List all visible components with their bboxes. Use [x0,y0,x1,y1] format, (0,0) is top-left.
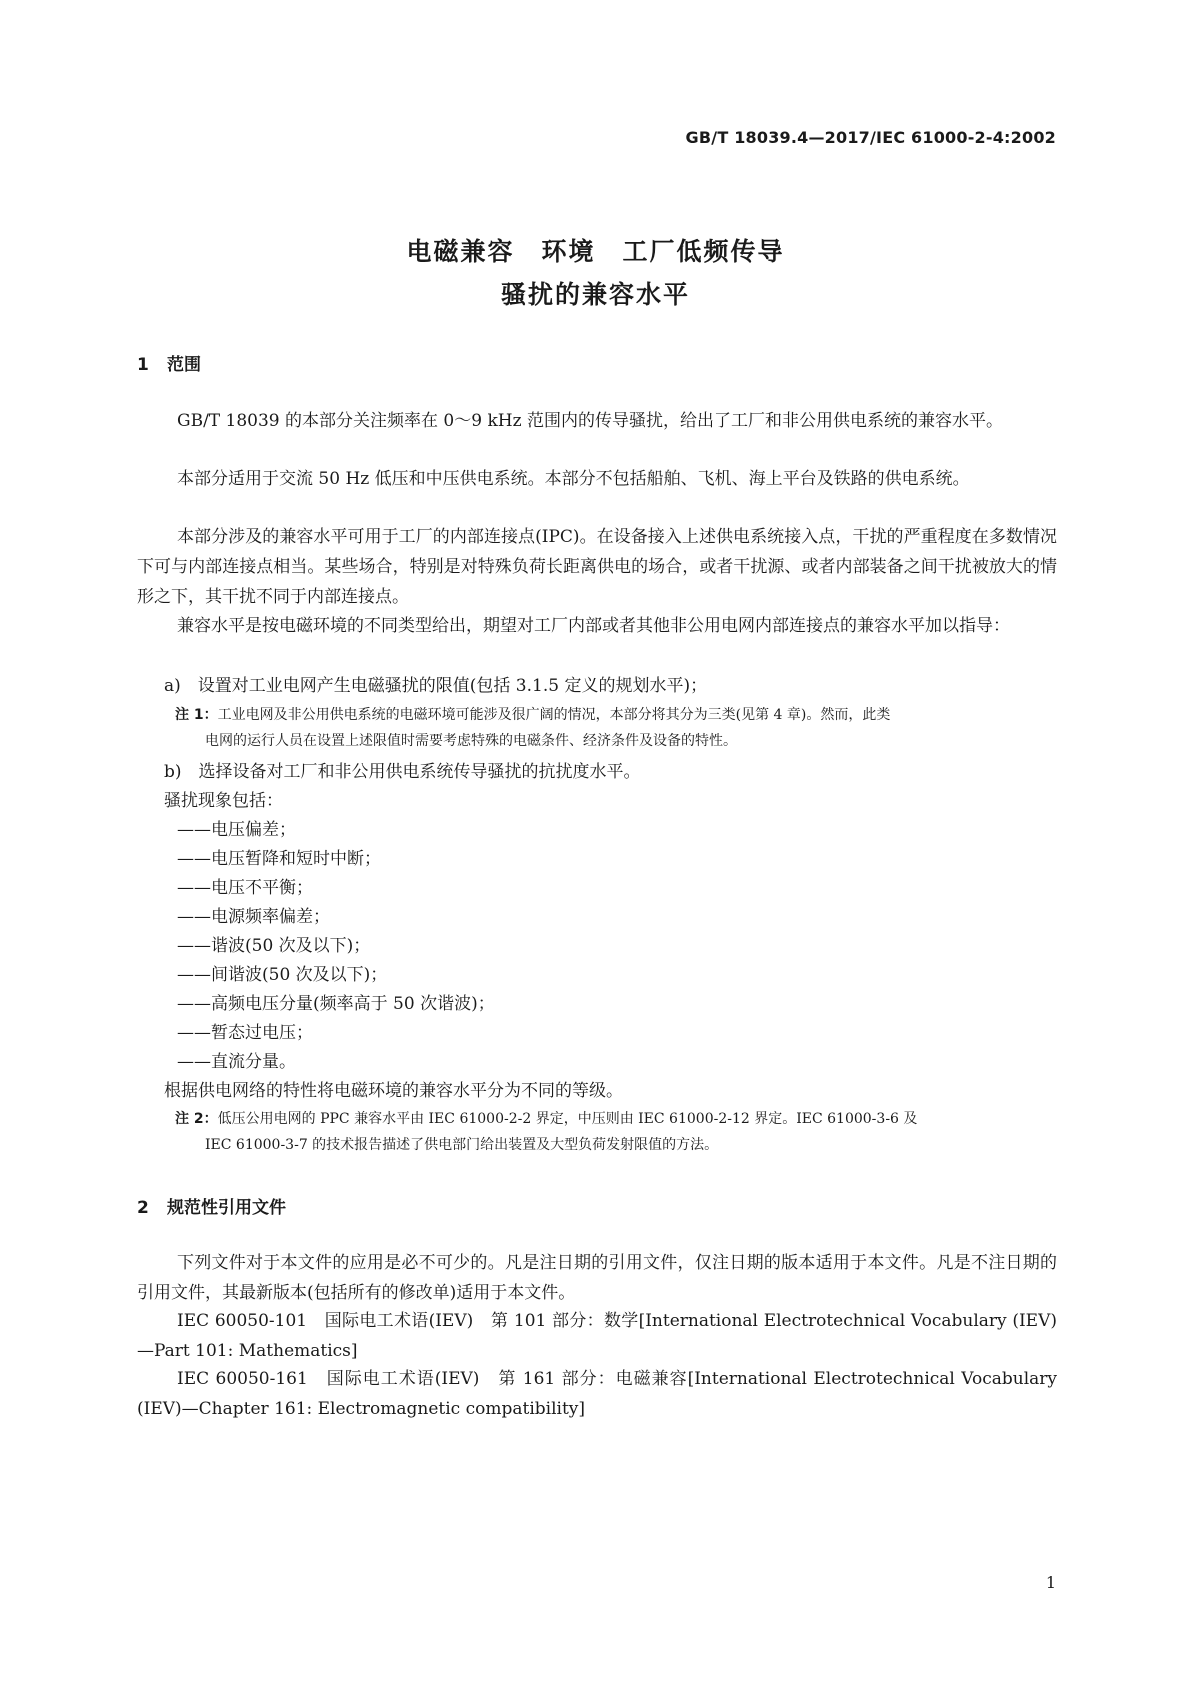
list-item-a: a) 设置对工业电网产生电磁骚扰的限值(包括 3.1.5 定义的规划水平)； [164,676,708,696]
note-1-line-1: 注 1：工业电网及非公用供电系统的电磁环境可能涉及很广阔的情况，本部分将其分为三类(见第 4 章)。然而，此类 [175,707,891,723]
section-number: 2 [137,1198,149,1218]
section-number: 1 [137,355,149,375]
note-1-line-2: 电网的运行人员在设置上述限值时需要考虑特殊的电磁条件、经济条件及设备的特性。 [205,733,737,749]
reference-iec-60050-161: IEC 60050-161 国际电工术语(IEV) 第 161 部分：电磁兼容[International Electrotechnical Vocabulary (IEV)—Chapter 161: Electromagnetic compatibility] [137,1369,1057,1419]
list-item-b: b) 选择设备对工厂和非公用供电系统传导骚扰的抗扰度水平。 [164,762,641,782]
page-number: 1 [1045,1573,1056,1592]
phenomenon-item: ——电压不平衡； [177,878,313,898]
section-title: 范围 [167,355,201,375]
phenomenon-item: ——电压暂降和短时中断； [177,849,381,869]
section-2-heading [137,1193,286,1218]
classification-sentence: 根据供电网络的特性将电磁环境的兼容水平分为不同的等级。 [164,1081,623,1101]
note-2 [175,1106,1057,1158]
scope-paragraph-3: 本部分涉及的兼容水平可用于工厂的内部连接点(IPC)。在设备接入上述供电系统接入点，干扰的严重程度在多数情况下可与内部连接点相当。某些场合，特别是对特殊负荷长距离供电的场合，或者干扰源、或者内部装备之间干扰被放大的情形之下，其干扰不同于内部连接点。 [137,527,1057,607]
phenomena-intro: 骚扰现象包括： [164,791,283,811]
document-title-line1: 电磁兼容 环境 工厂低频传导 [406,237,785,266]
phenomenon-item: ——间谐波(50 次及以下)； [177,965,388,985]
phenomenon-item: ——电压偏差； [177,820,296,840]
note-1 [175,702,1057,754]
references-intro-paragraph: 下列文件对于本文件的应用是必不可少的。凡是注日期的引用文件，仅注日期的版本适用于本文件。凡是不注日期的引用文件，其最新版本(包括所有的修改单)适用于本文件。 [137,1253,1057,1303]
phenomenon-item: ——电源频率偏差； [177,907,330,927]
note-2-line-1: 注 2：低压公用电网的 PPC 兼容水平由 IEC 61000-2-2 界定，中压则由 IEC 61000-2-12 界定。IEC 61000-3-6 及 [175,1111,918,1127]
section-title: 规范性引用文件 [167,1198,286,1218]
standard-code-header: GB/T 18039.4—2017/IEC 61000-2-4:2002 [685,128,1056,147]
note-1-label: 注 1： [175,707,218,723]
note-2-label: 注 2： [175,1111,218,1127]
phenomenon-item: ——谐波(50 次及以下)； [177,936,371,956]
phenomenon-item: ——高频电压分量(频率高于 50 次谐波)； [177,994,495,1014]
note-2-line-2: IEC 61000-3-7 的技术报告描述了供电部门给出装置及大型负荷发射限值的方法。 [205,1137,719,1153]
scope-paragraph-2: 本部分适用于交流 50 Hz 低压和中压供电系统。本部分不包括船舶、飞机、海上平台及铁路的供电系统。 [177,469,970,489]
scope-paragraph-4: 兼容水平是按电磁环境的不同类型给出，期望对工厂内部或者其他非公用电网内部连接点的兼容水平加以指导： [177,616,1010,636]
phenomenon-item: ——暂态过电压； [177,1023,313,1043]
document-title-line2: 骚扰的兼容水平 [500,280,690,309]
section-1-heading [137,350,201,375]
reference-iec-60050-101: IEC 60050-101 国际电工术语(IEV) 第 101 部分：数学[International Electrotechnical Vocabulary (IEV)—Part 101: Mathematics] [137,1311,1057,1361]
scope-paragraph-1: GB/T 18039 的本部分关注频率在 0～9 kHz 范围内的传导骚扰，给出了工厂和非公用供电系统的兼容水平。 [177,411,1003,431]
phenomenon-item: ——直流分量。 [177,1052,296,1072]
